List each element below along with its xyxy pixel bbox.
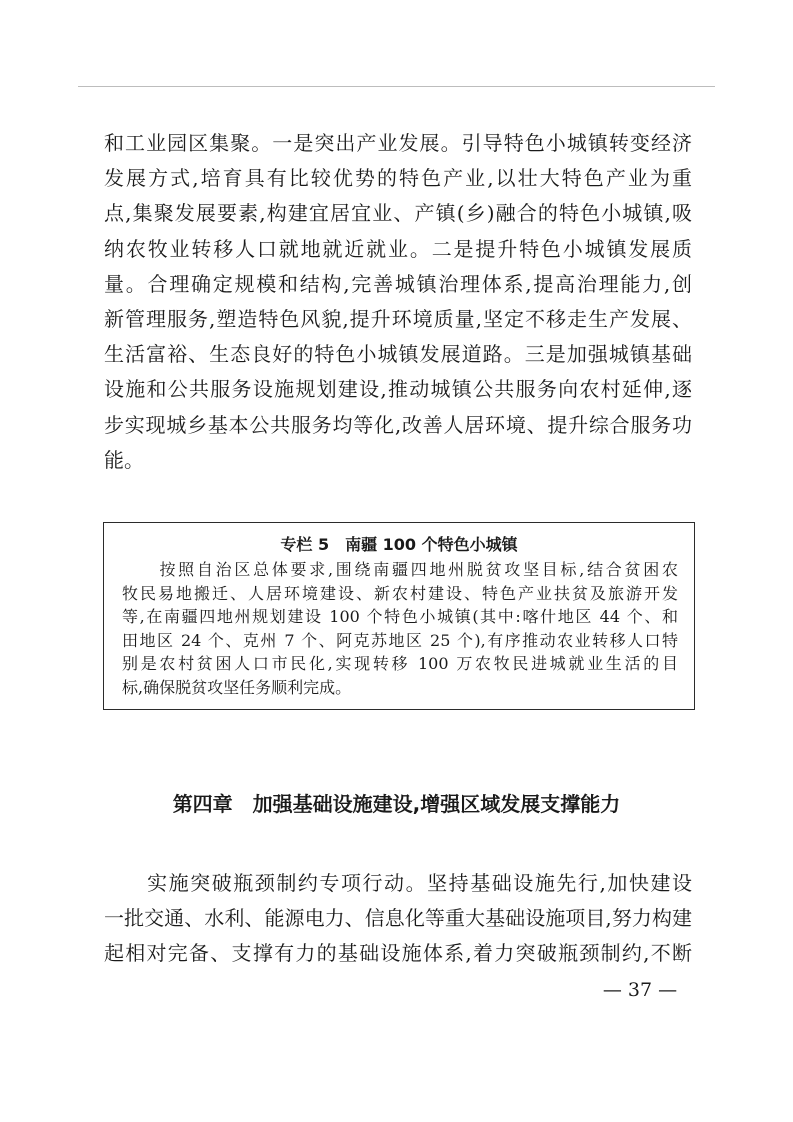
sidebar-box [103,522,695,710]
box-text-line: 牧民易地搬迁、人居环境建设、新农村建设、特色产业扶贫及旅游开发 [122,583,678,603]
text-line: 和工业园区集聚。一是突出产业发展。引导特色小城镇转变经济 [104,131,692,155]
text-line: 新管理服务,塑造特色风貌,提升环境质量,坚定不移走生产发展、 [104,306,692,331]
chapter-title: 第四章 加强基础设施建设,增强区域发展支撑能力 [172,792,621,816]
text-line: 步实现城乡基本公共服务均等化,改善人居环境、提升综合服务功 [104,412,692,437]
text-line: 点,集聚发展要素,构建宜居宜业、产镇(乡)融合的特色小城镇,吸 [104,201,692,226]
text-line: 量。合理确定规模和结构,完善城镇治理体系,提高治理能力,创 [104,271,692,296]
text-line: 一批交通、水利、能源电力、信息化等重大基础设施项目,努力构建 [104,906,692,931]
body-paragraph [104,126,692,478]
text-line: 起相对完备、支撑有力的基础设施体系,着力突破瓶颈制约,不断 [104,941,692,966]
text-line: 生活富裕、生态良好的特色小城镇发展道路。三是加强城镇基础 [104,342,692,367]
box-title: 专栏 5 南疆 100 个特色小城镇 [280,535,518,554]
body-paragraph-2 [104,866,692,972]
text-line: 发展方式,培育具有比较优势的特色产业,以壮大特色产业为重 [104,166,692,191]
text-line: 实施突破瓶颈制约专项行动。坚持基础设施先行,加快建设 [104,871,692,895]
box-text-line: 田地区 24 个、克州 7 个、阿克苏地区 25 个),有序推动农业转移人口特 [122,630,678,650]
box-text-line: 等,在南疆四地州规划建设 100 个特色小城镇(其中:喀什地区 44 个、和 [122,607,678,627]
box-text-line: 别是农村贫困人口市民化,实现转移 100 万农牧民进城就业生活的目 [122,654,678,674]
box-body [122,558,678,700]
header-rule [78,86,715,87]
text-line: 设施和公共服务设施规划建设,推动城镇公共服务向农村延伸,逐 [104,377,692,402]
text-line: 能。 [104,447,144,472]
box-text-line: 标,确保脱贫攻坚任务顺利完成。 [122,677,352,697]
page-number: — 37 — [602,979,678,1001]
text-line: 纳农牧业转移人口就地就近就业。二是提升特色小城镇发展质 [104,236,692,261]
box-text-line: 按照自治区总体要求,围绕南疆四地州脱贫攻坚目标,结合贫困农 [122,560,678,579]
